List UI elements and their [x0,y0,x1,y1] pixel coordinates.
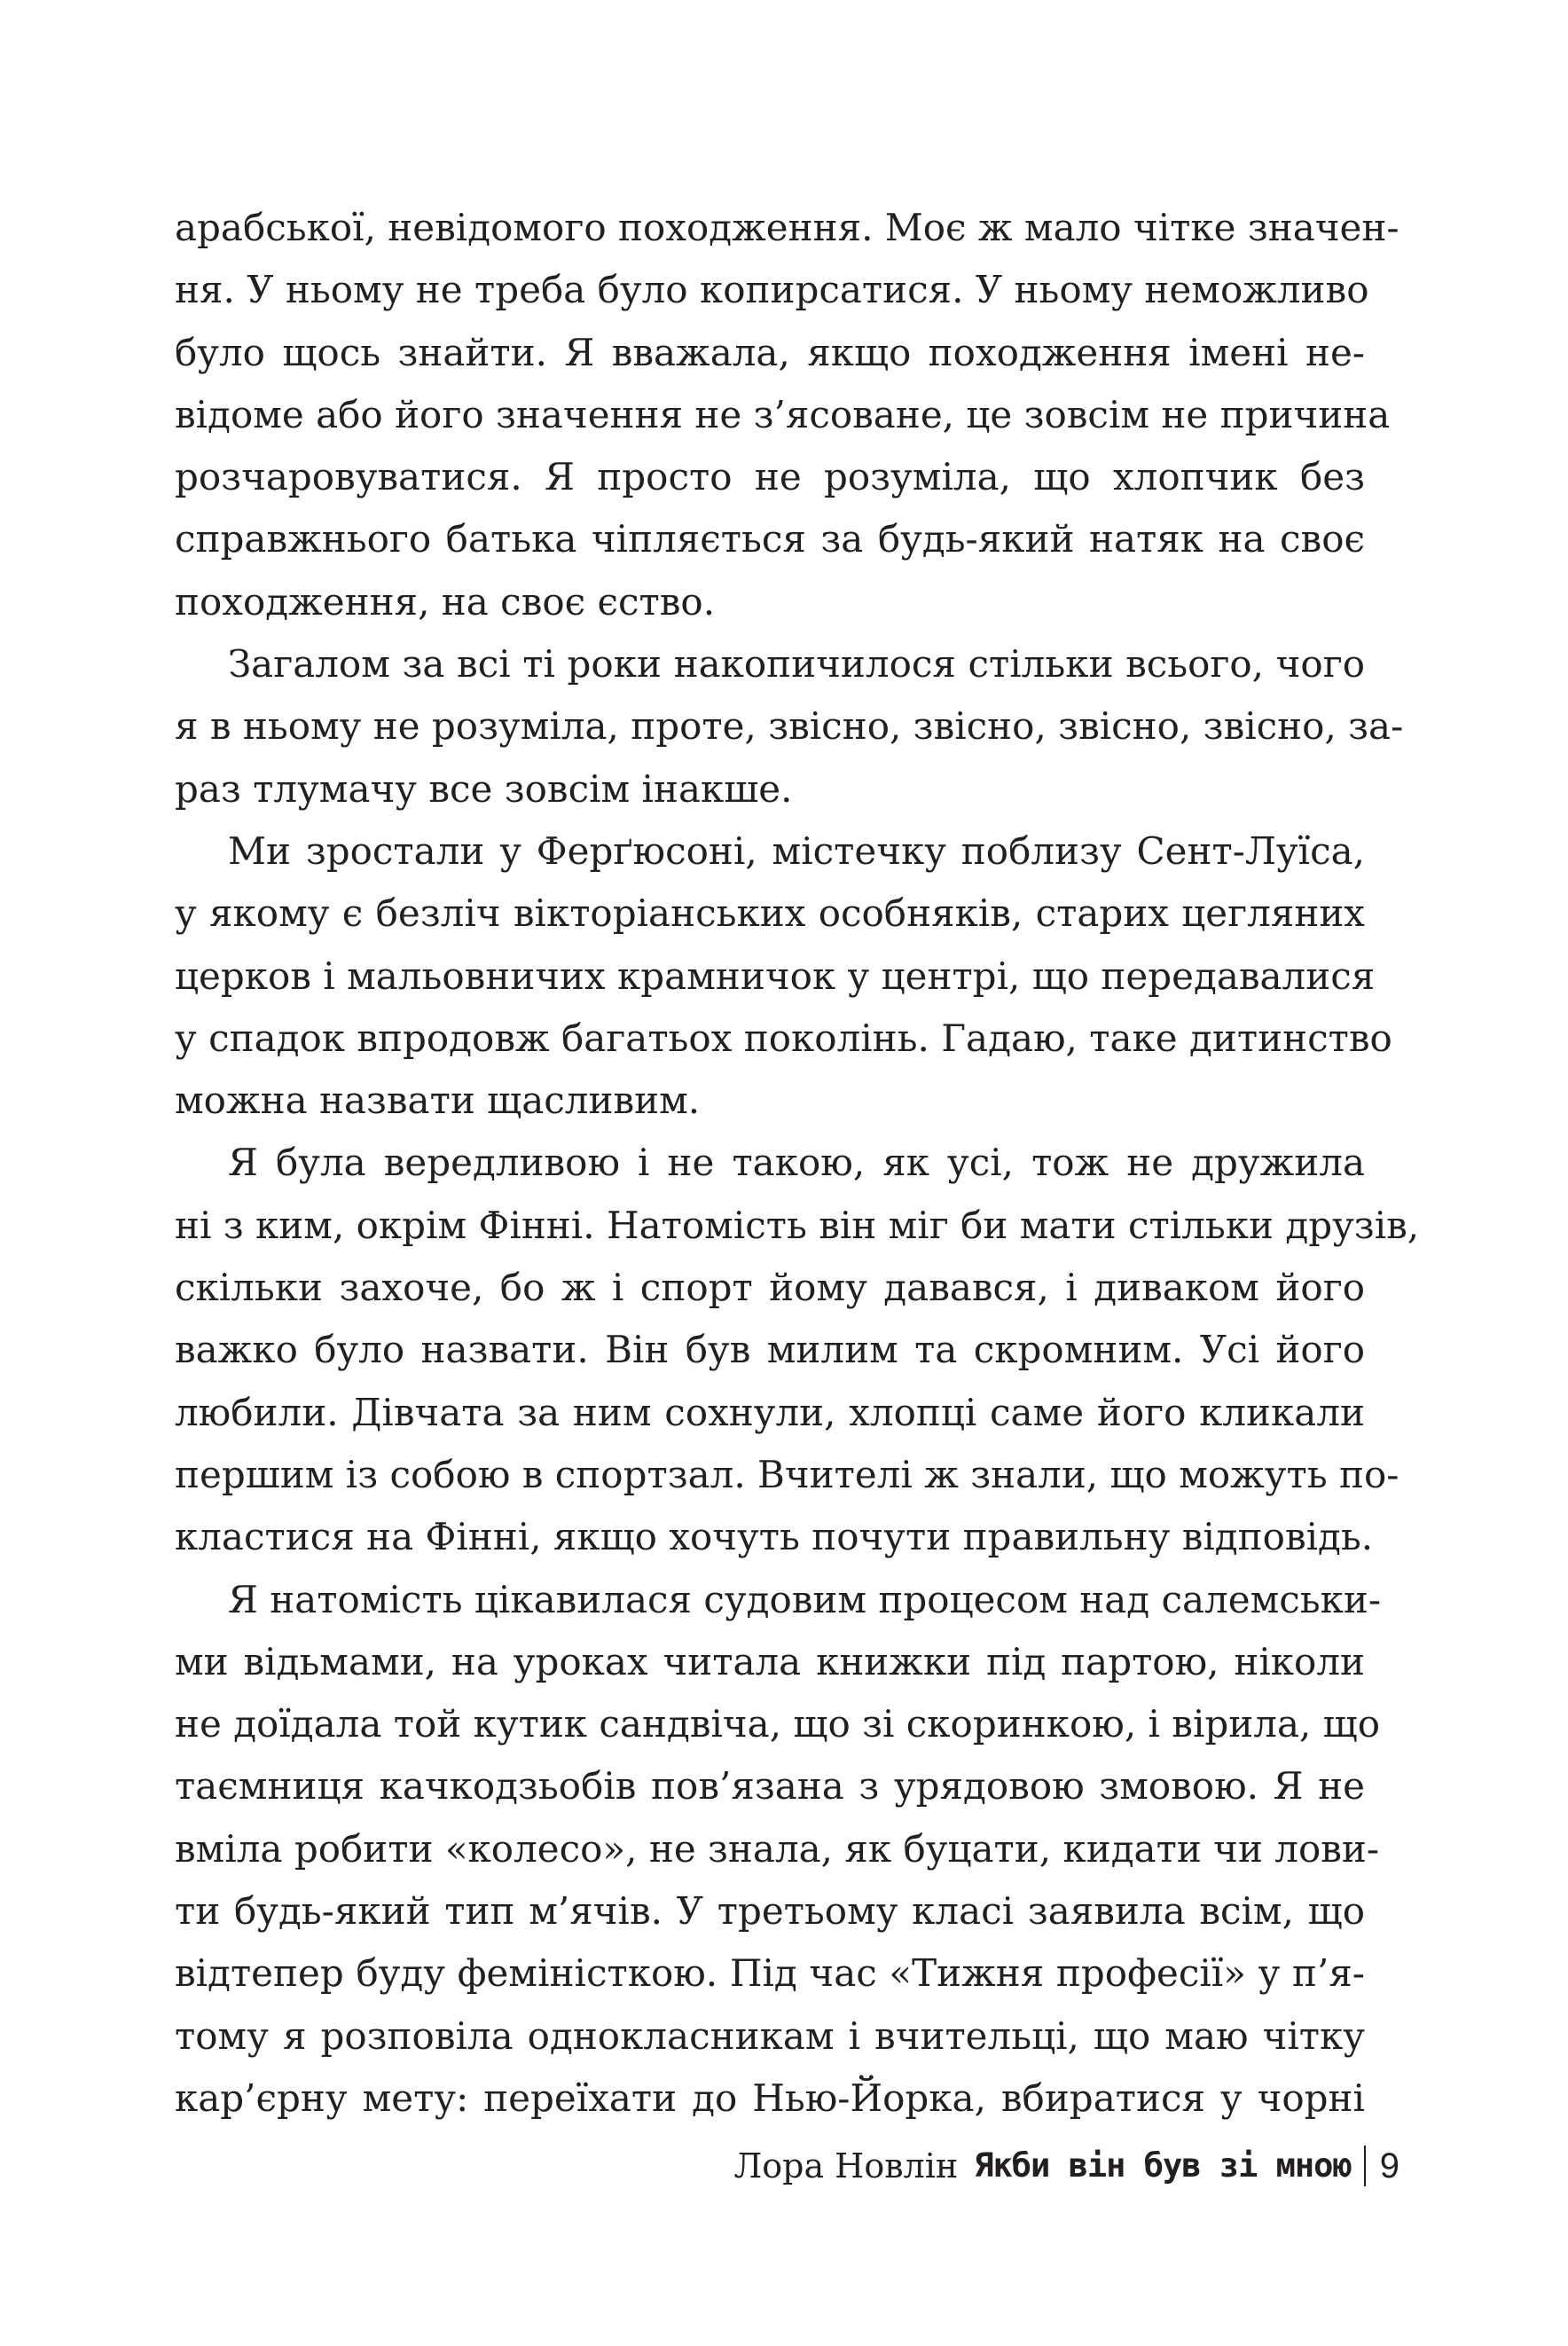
text-line: арабської, невідомого походження. Моє ж мало чітке значен- [175,206,1399,249]
text-line: ня. У ньому не треба було копирсатися. У ньому неможливо [175,268,1369,312]
footer-divider [1364,2146,1366,2186]
text-line: у якому є безліч вікторіанських особняків, старих цегляних [175,891,1365,936]
text-line: тому я розповіла однокласникам і вчительці, що маю чітку [175,2013,1365,2058]
text-line: походження, на своє єство. [175,579,716,624]
text-line: скільки захоче, бо ж і спорт йому давався, і диваком його [175,1266,1365,1310]
text-line: справжнього батька чіпляється за будь-який натяк на своє [175,517,1365,561]
text-line: кластися на Фінні, якщо хочуть почути правильну відповідь. [175,1515,1374,1559]
running-footer [734,2145,1399,2187]
body-text [175,197,1420,2130]
text-line: ти будь-який тип м’ячів. У третьому класі заявила всім, що [175,1889,1365,1934]
text-line: відтепер буду феміністкою. Під час «Тижня професії» у п’я- [175,1951,1365,1996]
text-line: Ми зростали у Ферґюсоні, містечку поблизу Сент-Луїса, [228,828,1365,873]
text-line: таємниця качкодзьобів пов’язана з урядовою змовою. Я не [175,1764,1365,1809]
footer-book-title: Якби він був зі мною [974,2146,1352,2185]
text-line: вміла робити «колесо», не знала, як буцати, кидати чи лови- [175,1826,1380,1871]
text-line: ми відьмами, на уроках читала книжки під партою, ніколи [175,1639,1365,1683]
text-line: розчаровуватися. Я просто не розуміла, що хлопчик без [175,455,1365,499]
text-line: кар’єрну мету: переїхати до Нью-Йорка, вбиратися у чорні [175,2075,1365,2120]
text-line: було щось знайти. Я вважала, якщо походження імені не- [175,330,1365,374]
text-line: любили. Дівчата за ним сохнули, хлопці саме його кликали [175,1390,1365,1434]
footer-author: Лора Новлін [733,2146,959,2185]
text-line: ні з ким, окрім Фінні. Натомість він міг би мати стільки друзів, [175,1203,1420,1247]
text-line: можна назвати щасливим. [175,1079,701,1123]
text-line: важко було назвати. Він був милим та скромним. Усі його [175,1328,1365,1372]
text-line: я в ньому не розуміла, проте, звісно, звісно, звісно, звісно, за- [175,704,1404,749]
text-line: першим із собою в спортзал. Вчителі ж знали, що можуть по- [175,1452,1399,1496]
text-line: не доїдала той кутик сандвіча, що зі скоринкою, і вірила, що [175,1702,1381,1746]
text-line: у спадок впродовж багатьох поколінь. Гадаю, таке дитинство [175,1016,1392,1060]
text-line: раз тлумачу все зовсім інакше. [175,766,793,811]
text-line: Я була вередливою і не такою, як усі, тож не дружила [228,1141,1365,1185]
text-line: Загалом за всі ті роки накопичилося стільки всього, чого [228,642,1365,687]
page-number: 9 [1379,2146,1399,2185]
text-line: церков і мальовничих крамничок у центрі, що передавалися [175,953,1376,998]
text-line: Я натомість цікавилася судовим процесом над салемськи- [228,1577,1382,1621]
text-line: відоме або його значення не з’ясоване, це зовсім не причина [175,392,1391,436]
